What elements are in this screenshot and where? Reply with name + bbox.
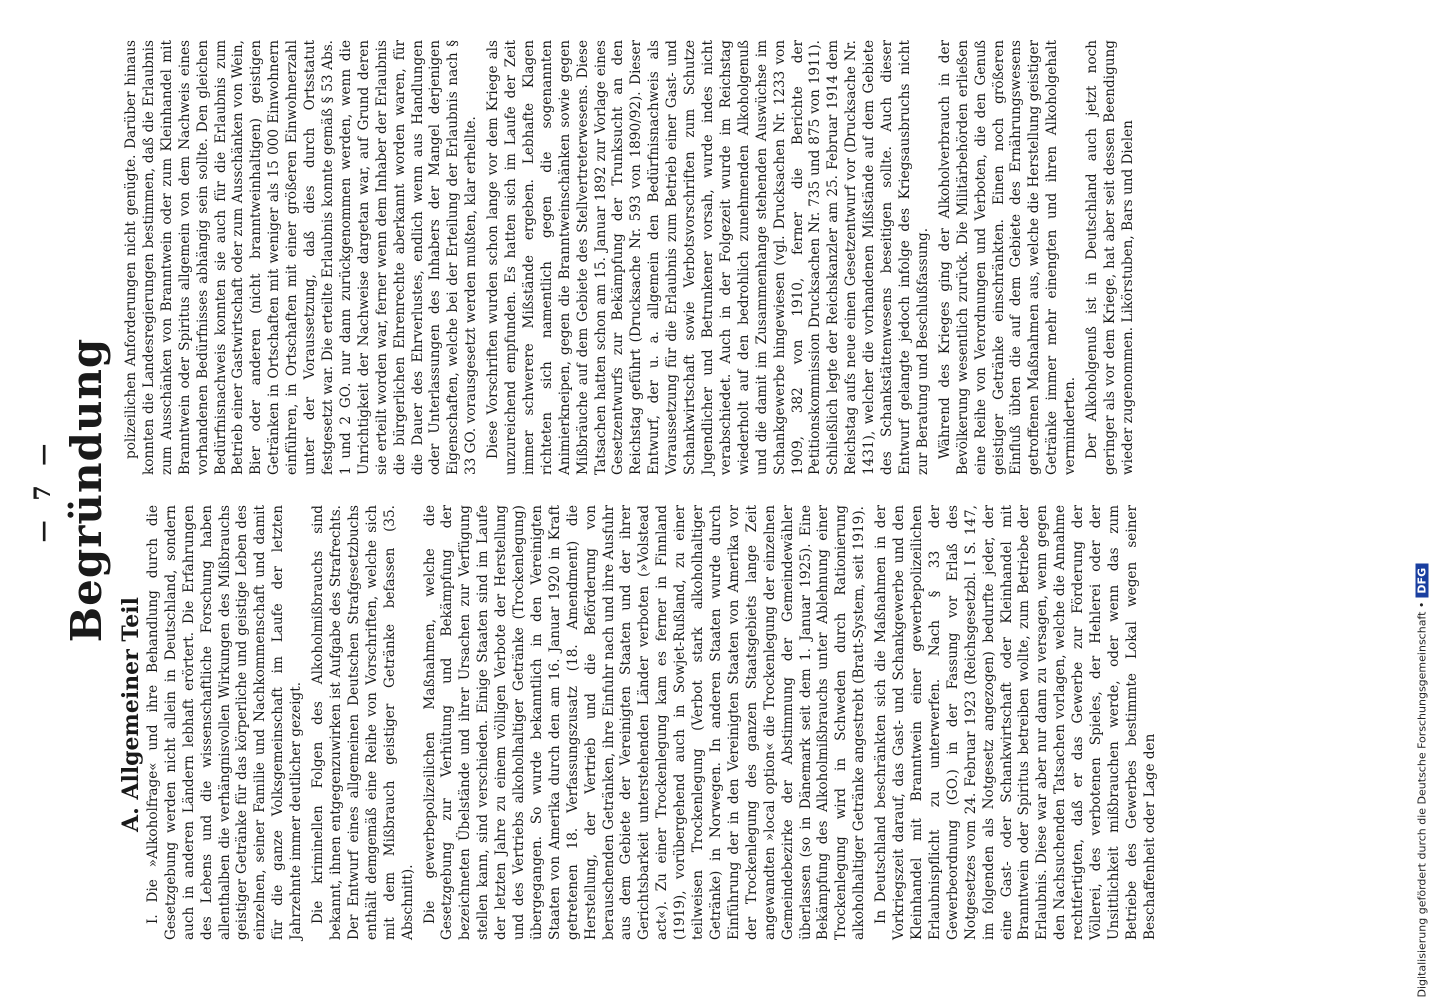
page-number: — 7 — <box>30 437 56 543</box>
paragraph: Die gewerbepolizeilichen Maßnahmen, welche die Gesetzgebung zur Verhütung und Bekämpfung der bezeichneten Übelstände und ihrer Ursachen zur Verfügung stellen kann, sind verschieden. Einige Staaten sind im Laufe der letzten Jahre zu einem völligen Verbote der Herstellung und des Vertriebs alkoholhaltiger Getränke (Trockenlegung) übergegangen. So wurde bekanntlich in den Vereinigten Staaten von Amerika durch den am 16. Januar 1920 in Kraft getretenen 18. Verfassungszusatz (18. Amendment) die Herstellung, der Vertrieb und die Beförderung von berauschenden Getränken, ihre Einfuhr nach und ihre Ausfuhr aus dem Gebiete der Vereinigten Staaten und der ihrer Gerichtsbarkeit unterstehenden Länder verboten (»Volstead act«). Zu einer Trockenlegung kam es ferner in Finnland (1919), vorübergehend auch in Sowjet-Rußland, zu einer teilweisen Trockenlegung (Verbot stark alkoholhaltiger Getränke) in Norwegen. In anderen Staaten wurde durch Einführung der in den Vereinigten Staaten von Amerika vor der Trockenlegung des ganzen Staatsgebiets lange Zeit angewandten »local option« die Trockenlegung der einzelnen Gemeindebezirke der Abstimmung der Gemeindewähler überlassen (so in Dänemark seit dem 1. Januar 1925). Eine Bekämpfung des Alkoholmißbrauchs unter Ablehnung einer Trockenlegung wird in Schweden durch Rationierung alkoholhaltiger Getränke angestrebt (Bratt-System, seit 1919). <box>421 505 868 940</box>
digitization-note-text: Digitalisierung gefördert durch die Deutsche Forschungsgemeinschaft • <box>1415 601 1429 998</box>
dfg-logo: DFG <box>1416 564 1429 598</box>
paragraph: polizeilichen Anforderungen nicht genügte. Darüber hinaus konnten die Landesregierungen bestimmen, daß die Erlaubnis zum Ausschänken von Branntwein oder zum Kleinhandel mit Branntwein oder Spiritus allgemein von dem Nachweis eines vorhandenen Bedürfnisses abhängig sein sollte. Den gleichen Bedürfnisnachweis konnten sie auch für die Erlaubnis zum Betrieb einer Gastwirtschaft oder zum Ausschänken von Wein, Bier oder anderen (nicht branntweinhaltigen) geistigen Getränken in Ortschaften mit weniger als 15 000 Einwohnern einführen, in Ortschaften mit einer größeren Einwohnerzahl unter der Voraussetzung, daß dies durch Ortsstatut festgesetzt war. Die erteilte Erlaubnis konnte gemäß § 53 Abs. 1 und 2 GO. nur dann zurückgenommen werden, wenn die Unrichtigkeit der Nachweise dargetan war, auf Grund deren sie erteilt worden war, ferner wenn dem Inhaber der Erlaubnis die bürgerlichen Ehrenrechte aberkannt worden waren, für die Dauer des Ehrverlustes, endlich wenn aus Handlungen oder Unterlassungen des Inhabers der Mangel derjenigen Eigenschaften, welche bei der Erteilung der Erlaubnis nach § 33 GO. vorausgesetzt werden mußten, klar erhellte. <box>123 40 480 475</box>
paragraph: In Deutschland beschränkten sich die Maßnahmen in der Vorkriegszeit darauf, das Gast- und Schankgewerbe und den Kleinhandel mit Branntwein einer gewerbepolizeilichen Erlaubnispflicht zu unterwerfen. Nach § 33 der Gewerbeordnung (GO.) in der Fassung vor Erlaß des Notgesetzes vom 24. Februar 1923 (Reichsgesetzbl. I S. 147, im folgenden als Notgesetz angezogen) bedurfte jeder, der eine Gast- oder Schankwirtschaft oder Kleinhandel mit Branntwein oder Spiritus betreiben wollte, zum Betriebe der Erlaubnis. Diese war aber nur dann zu versagen, wenn gegen den Nachsuchenden Tatsachen vorlagen, welche die Annahme rechtfertigten, daß er das Gewerbe zur Förderung der Völlerei, des verbotenen Spieles, der Hehlerei oder der Unsittlichkeit mißbrauchen werde, oder wenn das zum Betriebe des Gewerbes bestimmte Lokal wegen seiner Beschaffenheit oder Lage den <box>873 505 1158 940</box>
right-column <box>123 40 1164 475</box>
paragraph: Während des Krieges ging der Alkoholverbrauch in der Bevölkerung wesentlich zurück. Die Militärbehörden erließen eine Reihe von Verordnungen und Verboten, die den Genuß geistiger Getränke einschränkten. Einen noch größeren Einfluß übten die auf dem Gebiete des Ernährungswesens getroffenen Maßnahmen aus, welche die Herstellung geistiger Getränke immer mehr einengten und ihren Alkoholgehalt verminderten. <box>936 40 1079 475</box>
text-columns <box>118 40 1164 940</box>
section-heading: A. Allgemeiner Teil <box>118 597 144 832</box>
left-column <box>118 505 1164 940</box>
paragraph: Diese Vorschriften wurden schon lange vor dem Kriege als unzureichend empfunden. Es hatten sich im Laufe der Zeit immer schwerere Mißstände ergeben. Lebhafte Klagen richteten sich namentlich gegen die sogenannten Animierkneipen, gegen die Branntweinschänken sowie gegen Mißbräuche auf dem Gebiete des Stellvertreterwesens. Diese Tatsachen hatten schon am 15. Januar 1892 zur Vorlage eines Gesetzentwurfs zur Bekämpfung der Trunksucht an den Reichstag geführt (Drucksache Nr. 593 von 1890/92). Dieser Entwurf, der u. a. allgemein den Bedürfnisnachweis als Voraussetzung für die Erlaubnis zum Betrieb einer Gast- und Schankwirtschaft sowie Verbotsvorschriften zum Schutze Jugendlicher und Betrunkener vorsah, wurde indes nicht verabschiedet. Auch in der Folgezeit wurde im Reichstag wiederholt auf den bedrohlich zunehmenden Alkoholgenuß und die damit im Zusammenhange stehenden Auswüchse im Schankgewerbe hingewiesen (vgl. Drucksachen Nr. 1233 von 1909, 382 von 1910, ferner die Berichte der Petitionskommission Drucksachen Nr. 735 und 875 von 1911). Schließlich legte der Reichskanzler am 25. Februar 1914 dem Reichstag aufs neue einen Gesetzentwurf vor (Drucksache Nr. 1431), welcher die vorhandenen Mißstände auf dem Gebiete des Schankstättenwesens beseitigen sollte. Auch dieser Entwurf gelangte jedoch infolge des Kriegsausbruchs nicht zur Beratung und Beschlußfassung. <box>485 40 931 475</box>
paragraph: I. Die »Alkoholfrage« und ihre Behandlung durch die Gesetzgebung werden nicht allein in Deutschland, sondern auch in anderen Ländern lebhaft erörtert. Die Erfahrungen des Lebens und die wissenschaftliche Forschung haben allenthalben die verhängnisvollen Wirkungen des Mißbrauchs geistiger Getränke für das körperliche und geistige Leben des einzelnen, seiner Familie und Nachkommenschaft und damit für die ganze Volksgemeinschaft im Laufe der letzten Jahrzehnte immer deutlicher gezeigt. <box>144 505 305 940</box>
paragraph: Die kriminellen Folgen des Alkoholmißbrauchs sind bekannt, ihnen entgegenzuwirken ist Aufgabe des Strafrechts. Der Entwurf eines allgemeinen Deutschen Strafgesetzbuchs enthält demgemäß eine Reihe von Vorschriften, welche sich mit dem Mißbrauch geistiger Getränke befassen (35. Abschnitt). <box>310 505 416 940</box>
digitization-note <box>1410 8 1434 998</box>
paragraph: Der Alkoholgenuß ist in Deutschland auch jetzt noch geringer als vor dem Kriege, hat aber seit dessen Beendigung wieder zugenommen. Likörstuben, Bars und Dielen <box>1084 40 1136 475</box>
page-title: Begründung <box>62 337 111 643</box>
